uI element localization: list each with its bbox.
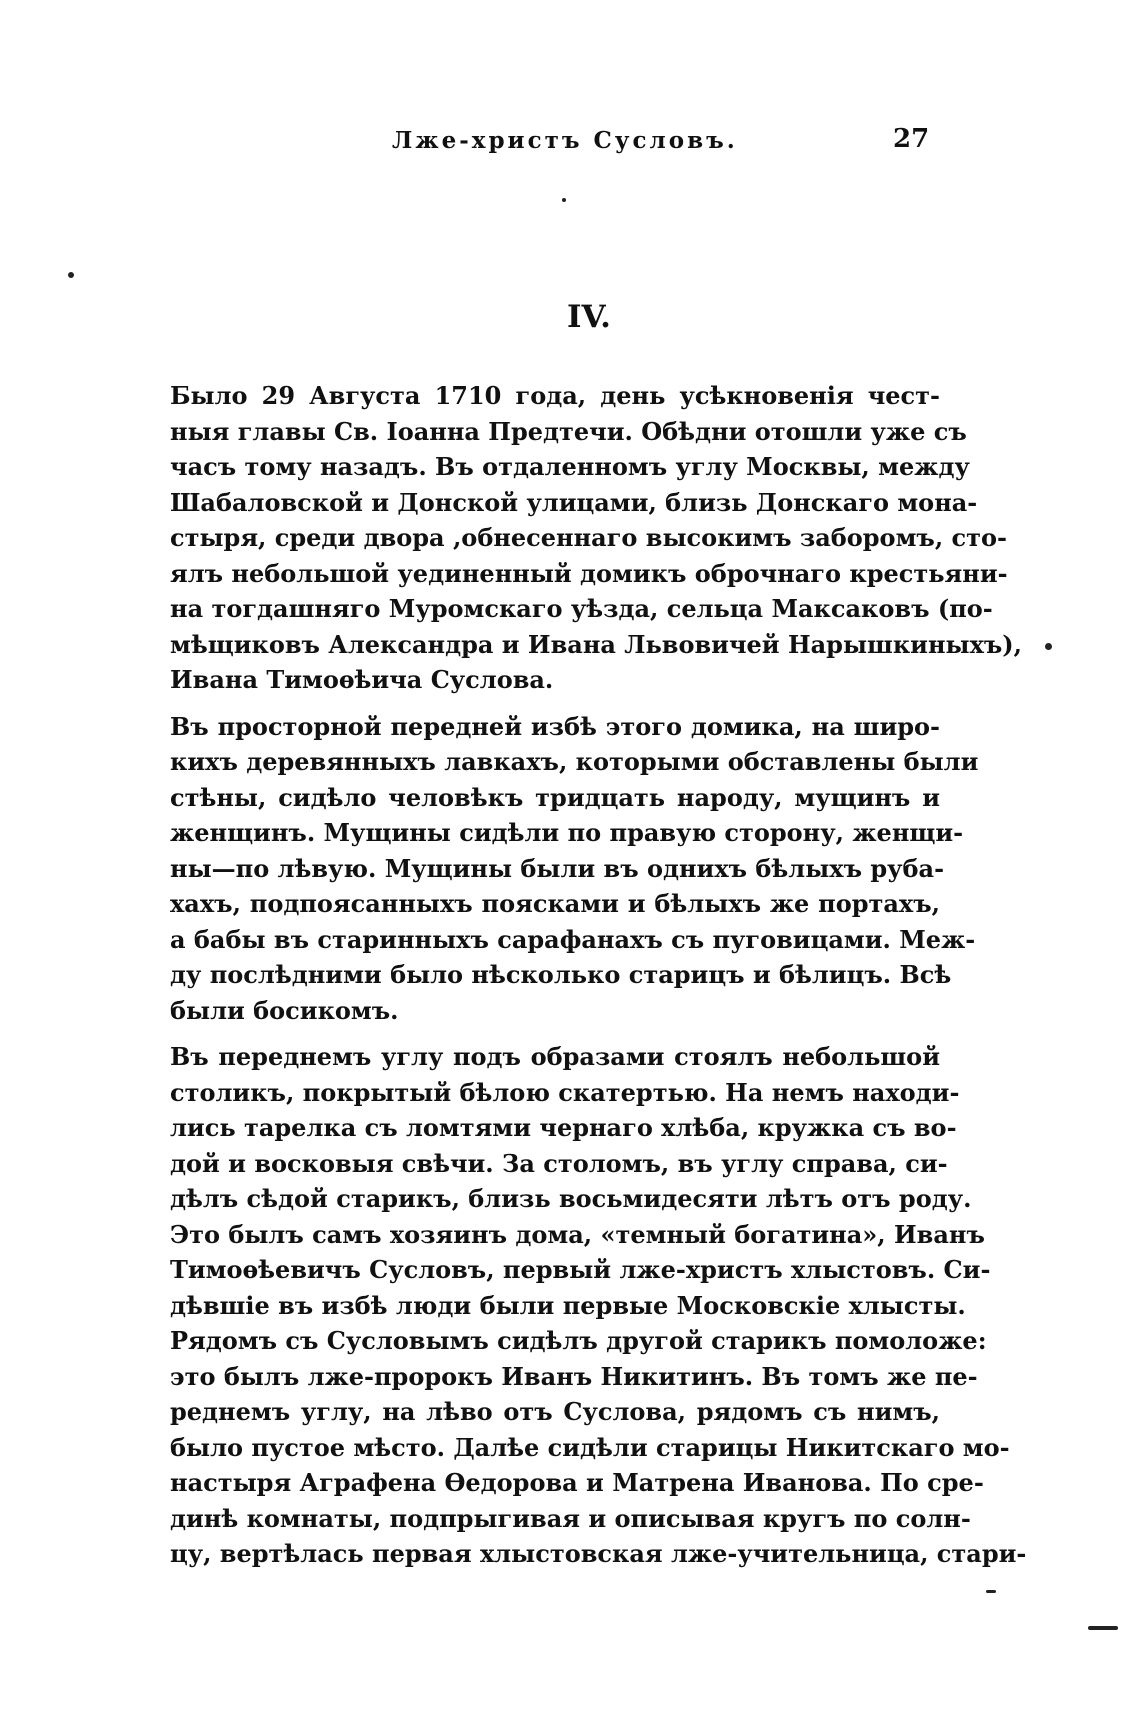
text-line: Это былъ самъ хозяинъ дома, «темный богатина», Иванъ [170,1219,985,1249]
paragraph-1 [170,378,1022,698]
scan-speck [68,272,74,278]
scan-speck [1045,643,1052,650]
text-line: а бабы въ старинныхъ сарафанахъ съ пуговицами. Меж- [170,924,976,954]
text-line: дѣвшіе въ избѣ люди были первые Московскіе хлысты. [170,1290,966,1320]
text-line: цу, вертѣлась первая хлыстовская лже-учительница, стари- [170,1539,1027,1568]
text-line: столикъ, покрытый бѣлою скатертью. На немъ находи- [170,1077,960,1107]
text-line: лись тарелка съ ломтями чернаго хлѣба, кружка съ во- [170,1113,957,1142]
running-title: Лже-христъ Сусловъ. [392,127,738,154]
text-line: кихъ деревянныхъ лавкахъ, которыми обставлены были [170,747,979,776]
chapter-heading: IV. [567,299,611,335]
text-line: ныя главы Св. Іоанна Предтечи. Обѣдни отошли уже съ [170,416,967,446]
text-line: было пустое мѣсто. Далѣе сидѣли старицы Никитскаго мо- [170,1432,1010,1462]
text-line: дой и восковыя свѣчи. За столомъ, въ углу справа, си- [170,1148,948,1178]
text-line: Было 29 Августа 1710 года, день усѣкновенія чест- [170,381,940,410]
text-line: ны—по лѣвую. Мущины были въ однихъ бѣлыхъ руба- [170,853,945,883]
text-line: стѣны, сидѣло человѣкъ тридцать народу, мущинъ и [170,782,940,812]
paragraph-3 [170,1039,1027,1572]
text-line: Ивана Тимоѳѣича Суслова. [170,665,554,694]
text-line: женщинъ. Мущины сидѣли по правую сторону, женщи- [170,818,964,847]
text-line: ялъ небольшой уединенный домикъ оброчнаго крестьяни- [170,558,1008,588]
scan-speck [1088,1626,1118,1630]
text-line: это былъ лже-пророкъ Иванъ Никитинъ. Въ томъ же пе- [170,1361,978,1391]
text-line: настыря Аграфена Ѳедорова и Матрена Иванова. По сре- [170,1468,984,1497]
text-line: мѣщиковъ Александра и Ивана Львовичей Нарышкиныхъ), [170,629,1022,659]
paragraph-2 [170,709,979,1029]
page-number: 27 [893,124,930,154]
scan-speck [562,198,566,202]
body-text [170,378,1027,1583]
text-line: часъ тому назадъ. Въ отдаленномъ углу Москвы, между [170,452,970,481]
text-line: Рядомъ съ Сусловымъ сидѣлъ другой старикъ помоложе: [170,1326,987,1355]
text-line: стыря, среди двора ,обнесеннаго высокимъ заборомъ, сто- [170,523,1007,552]
text-line: Въ переднемъ углу подъ образами стоялъ небольшой [170,1042,940,1071]
text-line: динѣ комнаты, подпрыгивая и описывая кругъ по солн- [170,1503,971,1533]
text-line: на тогдашняго Муромскаго уѣзда, сельца Максаковъ (по- [170,594,993,623]
text-line: были босикомъ. [170,995,399,1025]
scan-speck [986,1590,996,1593]
text-line: дѣлъ сѣдой старикъ, близь восьмидесяти лѣтъ отъ роду. [170,1184,972,1213]
text-line: реднемъ углу, на лѣво отъ Суслова, рядомъ съ нимъ, [170,1397,940,1426]
text-line: ду послѣдними было нѣсколько старицъ и бѣлицъ. Всѣ [170,960,952,989]
text-line: Шабаловской и Донской улицами, близь Донскаго мона- [170,487,978,517]
text-line: Тимоѳѣевичъ Сусловъ, первый лже-христъ хлыстовъ. Си- [170,1255,991,1284]
text-line: хахъ, подпоясанныхъ поясками и бѣлыхъ же портахъ, [170,889,940,918]
text-line: Въ просторной передней избѣ этого домика, на широ- [170,711,940,741]
